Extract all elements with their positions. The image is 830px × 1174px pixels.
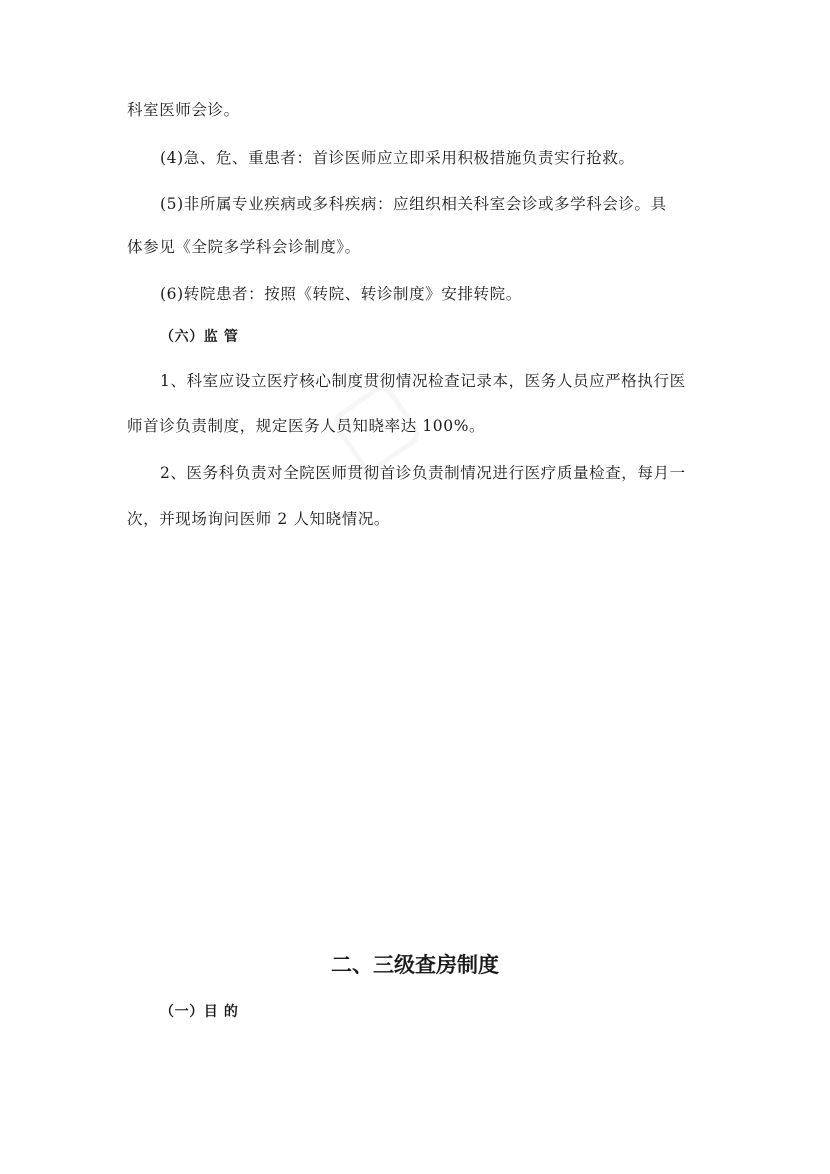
section-title: 二、三级查房制度 — [331, 953, 499, 977]
paragraph-line: 科室医师会诊。 — [127, 101, 240, 119]
paragraph-line: 体参见《全院多学科会诊制度》。 — [127, 238, 361, 256]
paragraph-line: (6)转院患者：按照《转院、转诊制度》安排转院。 — [160, 285, 522, 303]
paragraph-line: 2、医务科负责对全院医师贯彻首诊负责制情况进行医疗质量检查，每月一 — [160, 464, 686, 482]
paragraph-line: (5)非所属专业疾病或多科疾病：应组织相关科室会诊或多学科会诊。具 — [160, 195, 667, 213]
subheading: （六）监 管 — [160, 329, 239, 345]
paragraph-line: 师首诊负责制度，规定医务人员知晓率达 100%。 — [127, 417, 486, 435]
paragraph-line: (4)急、危、重患者：首诊医师应立即采用积极措施负责实行抢救。 — [160, 149, 635, 167]
paragraph-line: 次，并现场询问医师 2 人知晓情况。 — [127, 510, 391, 528]
subheading: （一）目 的 — [160, 1004, 239, 1020]
paragraph-line: 1、科室应设立医疗核心制度贯彻情况检查记录本，医务人员应严格执行医 — [160, 372, 686, 390]
